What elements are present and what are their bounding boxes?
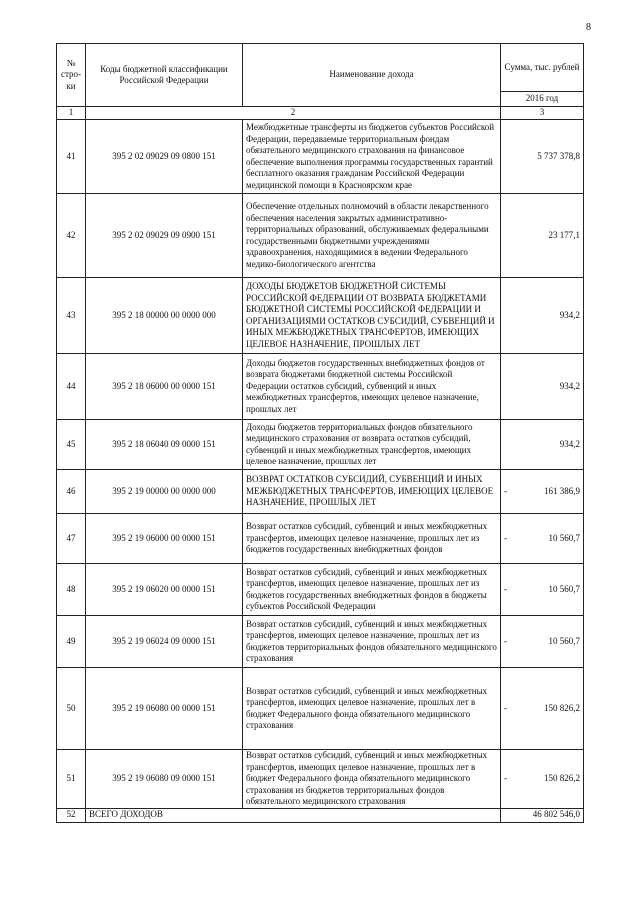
amount-cell bbox=[501, 194, 584, 278]
header-budget-code: Коды бюджетной классификации Российской Федерации bbox=[86, 44, 243, 107]
amount-cell bbox=[501, 120, 584, 194]
amount-cell bbox=[501, 278, 584, 354]
revenue-name: Возврат остатков субсидий, субвенций и иных межбюджетных трансфертов, имеющих целевое назначение, прошлых лет из бюджетов государственных внебюджетных фондов bbox=[243, 514, 501, 564]
row-number: 48 bbox=[57, 564, 86, 616]
budget-code: 395 2 18 00000 00 0000 000 bbox=[86, 278, 243, 354]
table-row bbox=[57, 750, 584, 809]
amount-sign: - bbox=[504, 532, 507, 543]
row-number: 42 bbox=[57, 194, 86, 278]
revenue-name: Межбюджетные трансферты из бюджетов субъектов Российской Федерации, передаваемые территориальным фондам обязательного медицинского страхования на финансовое обеспечение выполнения программы государственных гарантий бесплатного оказания гражданам Российской Федерации медицинской помощи в Красноярском крае bbox=[243, 120, 501, 194]
amount-cell bbox=[501, 514, 584, 564]
table-row bbox=[57, 120, 584, 194]
revenue-name: ДОХОДЫ БЮДЖЕТОВ БЮДЖЕТНОЙ СИСТЕМЫ РОССИЙСКОЙ ФЕДЕРАЦИИ ОТ ВОЗВРАТА БЮДЖЕТАМИ БЮДЖЕТНОЙ СИСТЕМЫ РОССИЙСКОЙ ФЕДЕРАЦИИ И ОРГАНИЗАЦИЯМИ ОСТАТКОВ СУБСИДИЙ, СУБВЕНЦИЙ И ИНЫХ МЕЖБЮДЖЕТНЫХ ТРАНСФЕРТОВ, ИМЕЮЩИХ ЦЕЛЕВОЕ НАЗНАЧЕНИЕ, ПРОШЛЫХ ЛЕТ bbox=[243, 278, 501, 354]
revenue-name: Доходы бюджетов государственных внебюджетных фондов от возврата бюджетами бюджетной системы Российской Федерации остатков субсидий, субвенций и иных межбюджетных трансфертов, имеющих целевое назначение, прошлых лет bbox=[243, 354, 501, 420]
row-number: 49 bbox=[57, 616, 86, 668]
amount-value: 10 560,7 bbox=[548, 635, 580, 646]
budget-code: 395 2 18 06000 00 0000 151 bbox=[86, 354, 243, 420]
amount-sign: - bbox=[504, 583, 507, 594]
amount-cell bbox=[501, 354, 584, 420]
amount-value: 10 560,7 bbox=[548, 532, 580, 543]
table-row bbox=[57, 514, 584, 564]
revenue-name: ВОЗВРАТ ОСТАТКОВ СУБСИДИЙ, СУБВЕНЦИЙ И ИНЫХ МЕЖБЮДЖЕТНЫХ ТРАНСФЕРТОВ, ИМЕЮЩИХ ЦЕЛЕВОЕ НАЗНАЧЕНИЕ, ПРОШЛЫХ ЛЕТ bbox=[243, 470, 501, 514]
amount-value: 161 386,9 bbox=[544, 485, 580, 496]
amount-cell bbox=[501, 564, 584, 616]
amount-value: 150 826,2 bbox=[544, 773, 580, 783]
table-row bbox=[57, 354, 584, 420]
column-index-2: 2 bbox=[86, 107, 501, 120]
amount-value: 934,2 bbox=[559, 309, 580, 320]
amount-cell bbox=[501, 616, 584, 668]
table-row bbox=[57, 420, 584, 470]
amount-value: 934,2 bbox=[559, 438, 580, 449]
budget-code: 395 2 19 06024 09 0000 151 bbox=[86, 616, 243, 668]
row-number: 46 bbox=[57, 470, 86, 514]
header-revenue-name: Наименование дохода bbox=[243, 44, 501, 107]
total-amount: 46 802 546,0 bbox=[501, 808, 584, 822]
budget-code: 395 2 18 06040 09 0000 151 bbox=[86, 420, 243, 470]
header-amount: Сумма, тыс. рублей bbox=[501, 44, 584, 92]
amount-cell bbox=[501, 750, 584, 809]
column-index-1: 1 bbox=[57, 107, 86, 120]
amount-cell bbox=[501, 470, 584, 514]
table-row bbox=[57, 564, 584, 616]
budget-code: 395 2 02 09029 09 0900 151 bbox=[86, 194, 243, 278]
budget-code: 395 2 19 06080 09 0000 151 bbox=[86, 750, 243, 809]
amount-value: 10 560,7 bbox=[548, 583, 580, 594]
page-number: 8 bbox=[586, 22, 591, 33]
row-number: 47 bbox=[57, 514, 86, 564]
total-label: ВСЕГО ДОХОДОВ bbox=[86, 808, 501, 822]
revenue-name: Возврат остатков субсидий, субвенций и иных межбюджетных трансфертов, имеющих целевое назначение, прошлых лет в бюджет Федерального фонда обязательного медицинского страхования bbox=[243, 668, 501, 750]
budget-code: 395 2 02 09029 09 0800 151 bbox=[86, 120, 243, 194]
amount-cell bbox=[501, 668, 584, 750]
total-row-number: 52 bbox=[57, 808, 86, 822]
table-row bbox=[57, 194, 584, 278]
column-index-row bbox=[57, 107, 584, 120]
budget-code: 395 2 19 06020 00 0000 151 bbox=[86, 564, 243, 616]
amount-sign: - bbox=[504, 635, 507, 646]
table-body bbox=[57, 120, 584, 809]
amount-value: 5 737 378,8 bbox=[537, 150, 580, 161]
row-number: 43 bbox=[57, 278, 86, 354]
revenue-table bbox=[56, 43, 584, 823]
row-number: 45 bbox=[57, 420, 86, 470]
row-number: 50 bbox=[57, 668, 86, 750]
amount-cell bbox=[501, 420, 584, 470]
amount-value: 150 826,2 bbox=[544, 702, 580, 713]
amount-value: 23 177,1 bbox=[548, 229, 580, 240]
revenue-name: Возврат остатков субсидий, субвенций и иных межбюджетных трансфертов, имеющих целевое назначение, прошлых лет из бюджетов государственных внебюджетных фондов в бюджеты субъектов Российской Федерации bbox=[243, 564, 501, 616]
header-year: 2016 год bbox=[501, 92, 584, 107]
header-row-number: № стро-ки bbox=[57, 44, 86, 107]
table-row bbox=[57, 278, 584, 354]
revenue-name: Обеспечение отдельных полномочий в области лекарственного обеспечения населения закрытых административно-территориальных образований, обслуживаемых федеральными государственными бюджетными учреждениями здравоохранения, находящимися в ведении Федерального медико-биологического агентства bbox=[243, 194, 501, 278]
revenue-name: Возврат остатков субсидий, субвенций и иных межбюджетных трансфертов, имеющих целевое назначение, прошлых лет из бюджетов территориальных фондов обязательного медицинского страхования bbox=[243, 616, 501, 668]
amount-sign: - bbox=[504, 485, 507, 496]
row-number: 44 bbox=[57, 354, 86, 420]
column-index-3: 3 bbox=[501, 107, 584, 120]
budget-code: 395 2 19 06080 00 0000 151 bbox=[86, 668, 243, 750]
revenue-name: Возврат остатков субсидий, субвенций и иных межбюджетных трансфертов, имеющих целевое назначение, прошлых лет в бюджет Федерального фонда обязательного медицинского страхования из бюджетов территориальных фондов обязательного медицинского страхования bbox=[243, 750, 501, 809]
budget-code: 395 2 19 06000 00 0000 151 bbox=[86, 514, 243, 564]
revenue-name: Доходы бюджетов территориальных фондов обязательного медицинского страхования от возврата остатков субсидий, субвенций и иных межбюджетных трансфертов, имеющих целевое назначение, прошлых лет bbox=[243, 420, 501, 470]
table-row bbox=[57, 470, 584, 514]
amount-sign: - bbox=[504, 702, 507, 713]
table-row bbox=[57, 616, 584, 668]
total-row bbox=[57, 808, 584, 822]
row-number: 51 bbox=[57, 750, 86, 809]
row-number: 41 bbox=[57, 120, 86, 194]
budget-code: 395 2 19 00000 00 0000 000 bbox=[86, 470, 243, 514]
amount-sign: - bbox=[504, 773, 507, 783]
table-row bbox=[57, 668, 584, 750]
amount-value: 934,2 bbox=[559, 380, 580, 391]
